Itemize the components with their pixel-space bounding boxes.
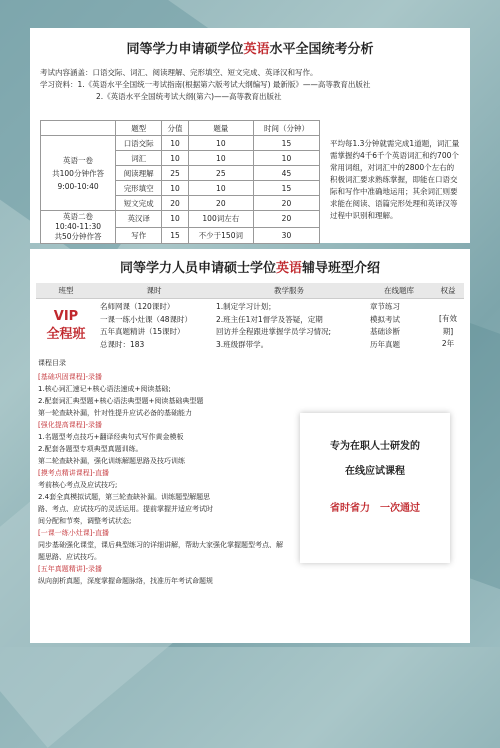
group-label: 共50分钟作答 [54, 232, 102, 241]
promo-slogan: 省时省力 一次通过 [330, 503, 420, 514]
hours-line: 总课时：183 [100, 339, 145, 349]
table-cell: 10 [253, 151, 319, 166]
class-intro-title [30, 257, 470, 276]
header-cell: 题量 [188, 121, 253, 136]
catalog-item: 1.名题型考点技巧+翻译经典句式写作黄金模板 [38, 433, 184, 441]
material-1: 学习资料：1.《英语水平全国统一考试指南(根据第六版考试大纲编写) 最新版》——高等教育出版社 [40, 80, 371, 89]
catalog-heading: 课程目录 [38, 359, 66, 367]
class-type-cell [36, 299, 96, 354]
header-cell: 教学服务 [212, 283, 366, 299]
table-row [41, 136, 320, 151]
catalog-item: 第二轮查缺补漏，强化训练解题思路及技巧训练 [38, 457, 185, 465]
promo-line: 专为在职人士研发的 [330, 441, 420, 452]
header-cell: 权益 [432, 283, 464, 299]
catalog-list [38, 371, 283, 587]
header-cell: 课时 [96, 283, 212, 299]
table-cell: 100词左右 [188, 211, 253, 228]
rights-cell [432, 299, 464, 354]
catalog-section-heading: [一课一练小灶课]-直播 [38, 529, 109, 537]
catalog-item: 2.配套各题型专项典型真题训练。 [38, 445, 143, 453]
catalog-item: 第一轮查缺补漏，针对性提升应试必备的基础能力 [38, 409, 192, 417]
catalog-section-heading: [强化提高课程]-录播 [38, 421, 102, 429]
bank-line: 章节练习 [370, 302, 400, 311]
table-cell: 15 [162, 227, 188, 244]
catalog-item: 纵向剖析真题，深度掌握命题脉络，找准历年考试命题规 [38, 577, 213, 585]
catalog-item: 考前核心考点及应试技巧; [38, 481, 118, 489]
table-cell: 写作 [116, 227, 162, 244]
table-cell: 完形填空 [116, 181, 162, 196]
hours-line: 五年真题精讲（15课时） [100, 327, 185, 336]
service-line: 回访并全程跟进掌握学员学习情况; [216, 327, 332, 336]
table-cell: 阅读理解 [116, 166, 162, 181]
exam-table [40, 120, 320, 244]
table-cell: 10 [188, 136, 253, 151]
table-cell: 15 [253, 136, 319, 151]
exam-scope: 考试内容涵盖：口语交际、词汇、阅读理解、完形填空、短文完成、英译汉和写作。 [40, 68, 318, 77]
title-text: 水平全国统考分析 [269, 42, 374, 57]
rights-line: [有效期] [439, 314, 457, 336]
course-catalog-card [30, 353, 470, 643]
group-label: 英语一卷 [63, 155, 94, 165]
table-cell: 25 [162, 166, 188, 181]
catalog-section-heading: [五年真题精讲]-录播 [38, 565, 102, 573]
table-cell: 10 [188, 181, 253, 196]
group-label: 共100分钟作答 [52, 168, 104, 178]
catalog-item: 路、考点、应试技巧的灵活运用。提前掌握并适应考试时 [38, 505, 213, 513]
table-cell: 15 [253, 181, 319, 196]
table-cell: 词汇 [116, 151, 162, 166]
table-cell: 10 [162, 136, 188, 151]
header-cell: 题型 [116, 121, 162, 136]
header-cell: 时间（分钟） [253, 121, 319, 136]
paper-two-cell [41, 211, 116, 244]
header-cell: 班型 [36, 283, 96, 299]
header-cell: 分值 [162, 121, 188, 136]
table-header-row [41, 121, 320, 136]
catalog-item: 2.配套词汇典型题+核心语法典型题+阅读基础典型题 [38, 397, 204, 405]
exam-analysis-title [40, 38, 460, 57]
service-line: 2.班主任1对1督学及答疑，定期 [216, 314, 323, 324]
header-cell [41, 121, 116, 136]
hours-line: 一课一练小灶课（48课时） [100, 314, 193, 324]
table-cell: 短文完成 [116, 196, 162, 211]
title-text: 同等学力人员申请硕士学位 [119, 261, 276, 276]
title-text: 同等学力申请硕学位 [126, 42, 244, 57]
vip-label: 全程班 [46, 327, 86, 342]
catalog-section-heading: [摸考点精讲课程]-直播 [38, 469, 109, 477]
table-cell: 20 [162, 196, 188, 211]
hours-cell [96, 299, 212, 354]
title-highlight: 英语 [275, 261, 302, 276]
table-row [36, 299, 464, 354]
table-cell: 45 [253, 166, 319, 181]
bank-line: 基础诊断 [370, 327, 400, 336]
service-line: 1.制定学习计划； [216, 302, 276, 311]
header-cell: 在线题库 [366, 283, 432, 299]
title-text: 辅导班型介绍 [302, 261, 381, 276]
bank-cell [366, 299, 432, 354]
bank-line: 历年真题 [370, 339, 400, 349]
table-cell: 10 [188, 151, 253, 166]
table-header-row [36, 283, 464, 299]
table-cell: 不少于150词 [188, 227, 253, 244]
table-cell: 10 [162, 181, 188, 196]
exam-analysis-card [30, 28, 470, 243]
table-cell: 20 [253, 211, 319, 228]
table-cell: 20 [253, 196, 319, 211]
service-line: 3.班级群带学。 [216, 339, 269, 349]
paper-one-cell [41, 136, 116, 211]
catalog-item: 2.4套全真模拟试题，第三轮查缺补漏。训练题型解题思 [38, 493, 211, 501]
table-cell: 30 [253, 227, 319, 244]
promo-box [300, 413, 450, 563]
group-label: 9:00-10:40 [57, 181, 99, 191]
table-row [41, 211, 320, 228]
rights-line: 2年 [441, 339, 455, 348]
group-label: 英语二卷 [63, 212, 94, 221]
hours-line: 名师网课（120课时） [100, 302, 175, 311]
group-label: 10:40-11:30 [55, 222, 101, 231]
class-table [36, 283, 464, 353]
table-cell: 英汉译 [116, 211, 162, 228]
promo-line: 在线应试课程 [345, 466, 405, 477]
vip-label: VIP [53, 309, 79, 324]
table-cell: 口语交际 [116, 136, 162, 151]
table-cell: 10 [162, 211, 188, 228]
table-cell: 10 [162, 151, 188, 166]
title-highlight: 英语 [243, 42, 270, 57]
exam-summary-text: 平均每1.3分钟就需完成1道题，词汇量需掌握约4千6千个英语词汇和约700个常用词组，对词汇中的2800个左右的积极词汇要求熟练掌握，即能在口语交际和写作中准确地运用；其余词汇则要求能在阅读、语篇完形处理和英译汉等过程中识别和理解。 [330, 139, 460, 220]
service-cell [212, 299, 366, 354]
catalog-item: 1.核心词汇速记+核心语法速成+阅读基础; [38, 385, 171, 393]
catalog-section-heading: [基础巩固课程]-录播 [38, 373, 102, 381]
catalog-item: 间分配和节奏，调整考试状态; [38, 517, 132, 525]
course-catalog [38, 357, 283, 587]
catalog-item: 同步基础强化课堂，课后典型练习的详细讲解，帮助大家强化掌握题型考点、解题思路、应试技巧。 [38, 541, 283, 561]
table-cell: 20 [188, 196, 253, 211]
bank-line: 模拟考试 [370, 314, 400, 324]
class-intro-card [30, 249, 470, 359]
material-2: 2.《英语水平全国统考试大纲(第六)——高等教育出版社 [96, 92, 282, 101]
table-cell: 25 [188, 166, 253, 181]
